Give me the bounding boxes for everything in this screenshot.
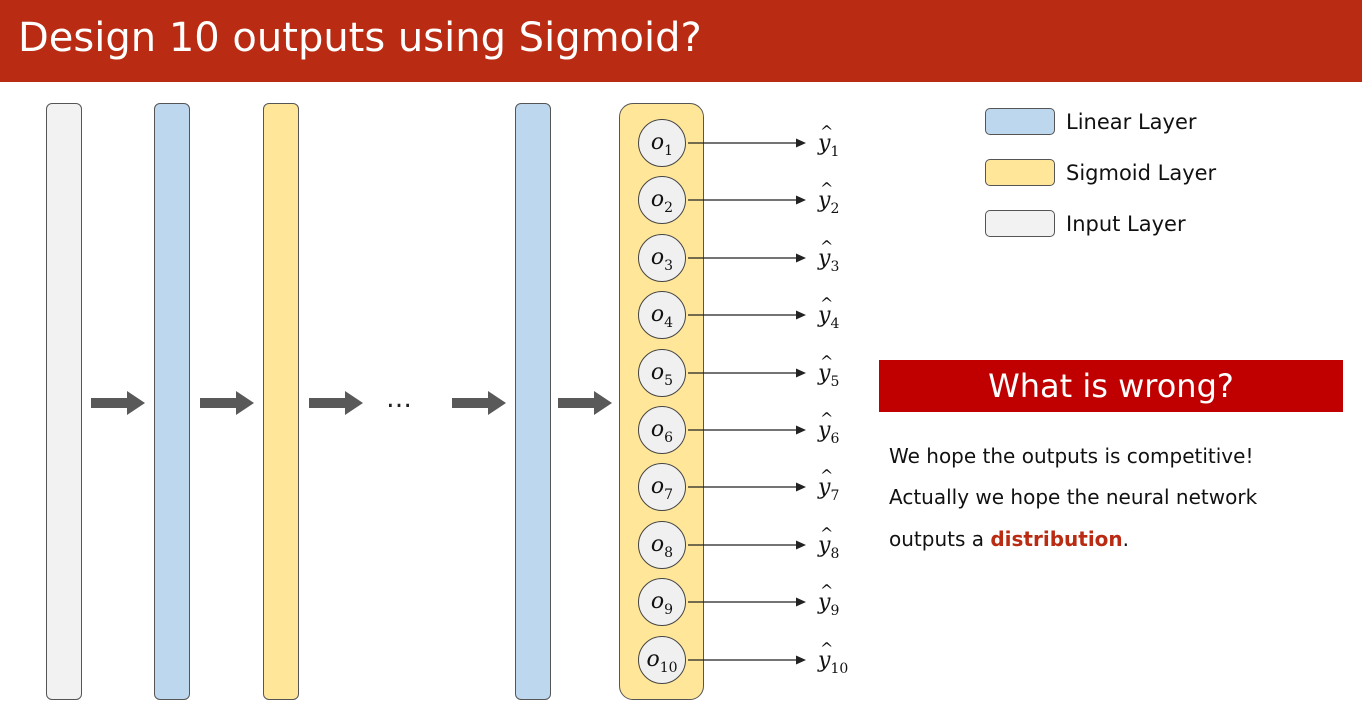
output-node	[638, 349, 686, 397]
node-symbol: o	[650, 417, 665, 442]
ellipsis: …	[386, 384, 412, 414]
y-hat-label	[818, 244, 839, 282]
what-is-wrong-banner	[879, 360, 1343, 412]
node-subscript: 5	[664, 373, 674, 389]
sigmoid-layer-bar	[263, 103, 299, 700]
banner-heading: What is wrong?	[988, 367, 1234, 405]
node-subscript: 3	[664, 258, 674, 274]
y-hat-label	[818, 301, 839, 339]
y-hat-subscript: 6	[830, 431, 840, 447]
output-arrow-icon	[688, 654, 806, 666]
output-node	[638, 521, 686, 569]
node-subscript: 8	[664, 545, 674, 561]
callout-line-3	[889, 524, 1129, 554]
layer-arrow-icon	[309, 391, 363, 415]
y-hat-symbol: ^ y	[818, 359, 830, 389]
y-hat-subscript: 2	[830, 201, 840, 217]
y-hat-subscript: 10	[830, 661, 849, 677]
linear-layer-bar	[154, 103, 190, 700]
node-symbol: o	[646, 647, 660, 672]
y-hat-symbol: ^ y	[818, 416, 830, 446]
y-hat-symbol: ^ y	[818, 531, 830, 561]
node-symbol: o	[650, 589, 665, 614]
output-node	[638, 406, 686, 454]
y-hat-symbol: ^ y	[818, 301, 830, 331]
output-node	[638, 119, 686, 167]
y-hat-label	[818, 588, 839, 626]
output-node	[638, 234, 686, 282]
output-arrow-icon	[688, 596, 806, 608]
callout-line-1: We hope the outputs is competitive!	[889, 444, 1254, 468]
output-arrow-icon	[688, 424, 806, 436]
node-subscript: 7	[664, 487, 674, 503]
output-node	[638, 578, 686, 626]
legend-swatch-linear	[985, 108, 1055, 135]
y-hat-subscript: 3	[830, 259, 840, 275]
input-layer-bar	[46, 103, 82, 700]
output-node	[638, 636, 686, 684]
output-arrow-icon	[688, 309, 806, 321]
legend-swatch-input	[985, 210, 1055, 237]
y-hat-label	[818, 129, 839, 167]
y-hat-subscript: 1	[830, 144, 840, 160]
y-hat-subscript: 5	[830, 374, 840, 390]
legend-label: Sigmoid Layer	[1066, 161, 1217, 185]
node-symbol: o	[650, 360, 665, 385]
y-hat-label	[818, 359, 839, 397]
y-hat-symbol: ^ y	[818, 129, 830, 159]
y-hat-subscript: 7	[830, 488, 840, 504]
node-symbol: o	[650, 245, 665, 270]
legend-label: Linear Layer	[1066, 110, 1197, 134]
distribution-highlight: distribution	[990, 527, 1123, 551]
output-arrow-icon	[688, 539, 806, 551]
node-symbol: o	[650, 187, 665, 212]
y-hat-symbol: ^ y	[818, 186, 830, 216]
title-bar	[0, 0, 1362, 82]
y-hat-label	[818, 416, 839, 454]
y-hat-label	[818, 646, 848, 684]
y-hat-label	[818, 531, 839, 569]
node-subscript: 4	[664, 315, 674, 331]
node-subscript: 1	[664, 143, 674, 159]
output-node	[638, 176, 686, 224]
node-symbol: o	[650, 130, 665, 155]
y-hat-label	[818, 186, 839, 224]
node-subscript: 9	[664, 602, 674, 618]
node-subscript: 2	[664, 200, 674, 216]
node-symbol: o	[650, 474, 665, 499]
node-subscript: 6	[664, 430, 674, 446]
legend-label: Input Layer	[1066, 212, 1186, 236]
output-node	[638, 463, 686, 511]
node-symbol: o	[650, 302, 665, 327]
output-arrow-icon	[688, 194, 806, 206]
y-hat-subscript: 9	[830, 603, 840, 619]
output-node	[638, 291, 686, 339]
y-hat-symbol: ^ y	[818, 588, 830, 618]
node-symbol: o	[650, 532, 665, 557]
output-arrow-icon	[688, 137, 806, 149]
slide-title: Design 10 outputs using Sigmoid?	[18, 15, 702, 61]
node-subscript: 10	[659, 660, 678, 676]
output-arrow-icon	[688, 367, 806, 379]
y-hat-symbol: ^ y	[818, 646, 830, 676]
legend-swatch-sigmoid	[985, 159, 1055, 186]
layer-arrow-icon	[558, 391, 612, 415]
layer-arrow-icon	[452, 391, 506, 415]
output-arrow-icon	[688, 481, 806, 493]
callout-line-3-prefix: outputs a	[889, 527, 991, 551]
y-hat-subscript: 8	[830, 546, 840, 562]
layer-arrow-icon	[91, 391, 145, 415]
callout-line-3-suffix: .	[1122, 527, 1130, 551]
y-hat-symbol: ^ y	[818, 244, 830, 274]
y-hat-label	[818, 473, 839, 511]
y-hat-symbol: ^ y	[818, 473, 830, 503]
output-arrow-icon	[688, 252, 806, 264]
y-hat-subscript: 4	[830, 316, 840, 332]
callout-line-2: Actually we hope the neural network	[889, 485, 1258, 509]
layer-arrow-icon	[200, 391, 254, 415]
linear-layer-bar	[515, 103, 551, 700]
